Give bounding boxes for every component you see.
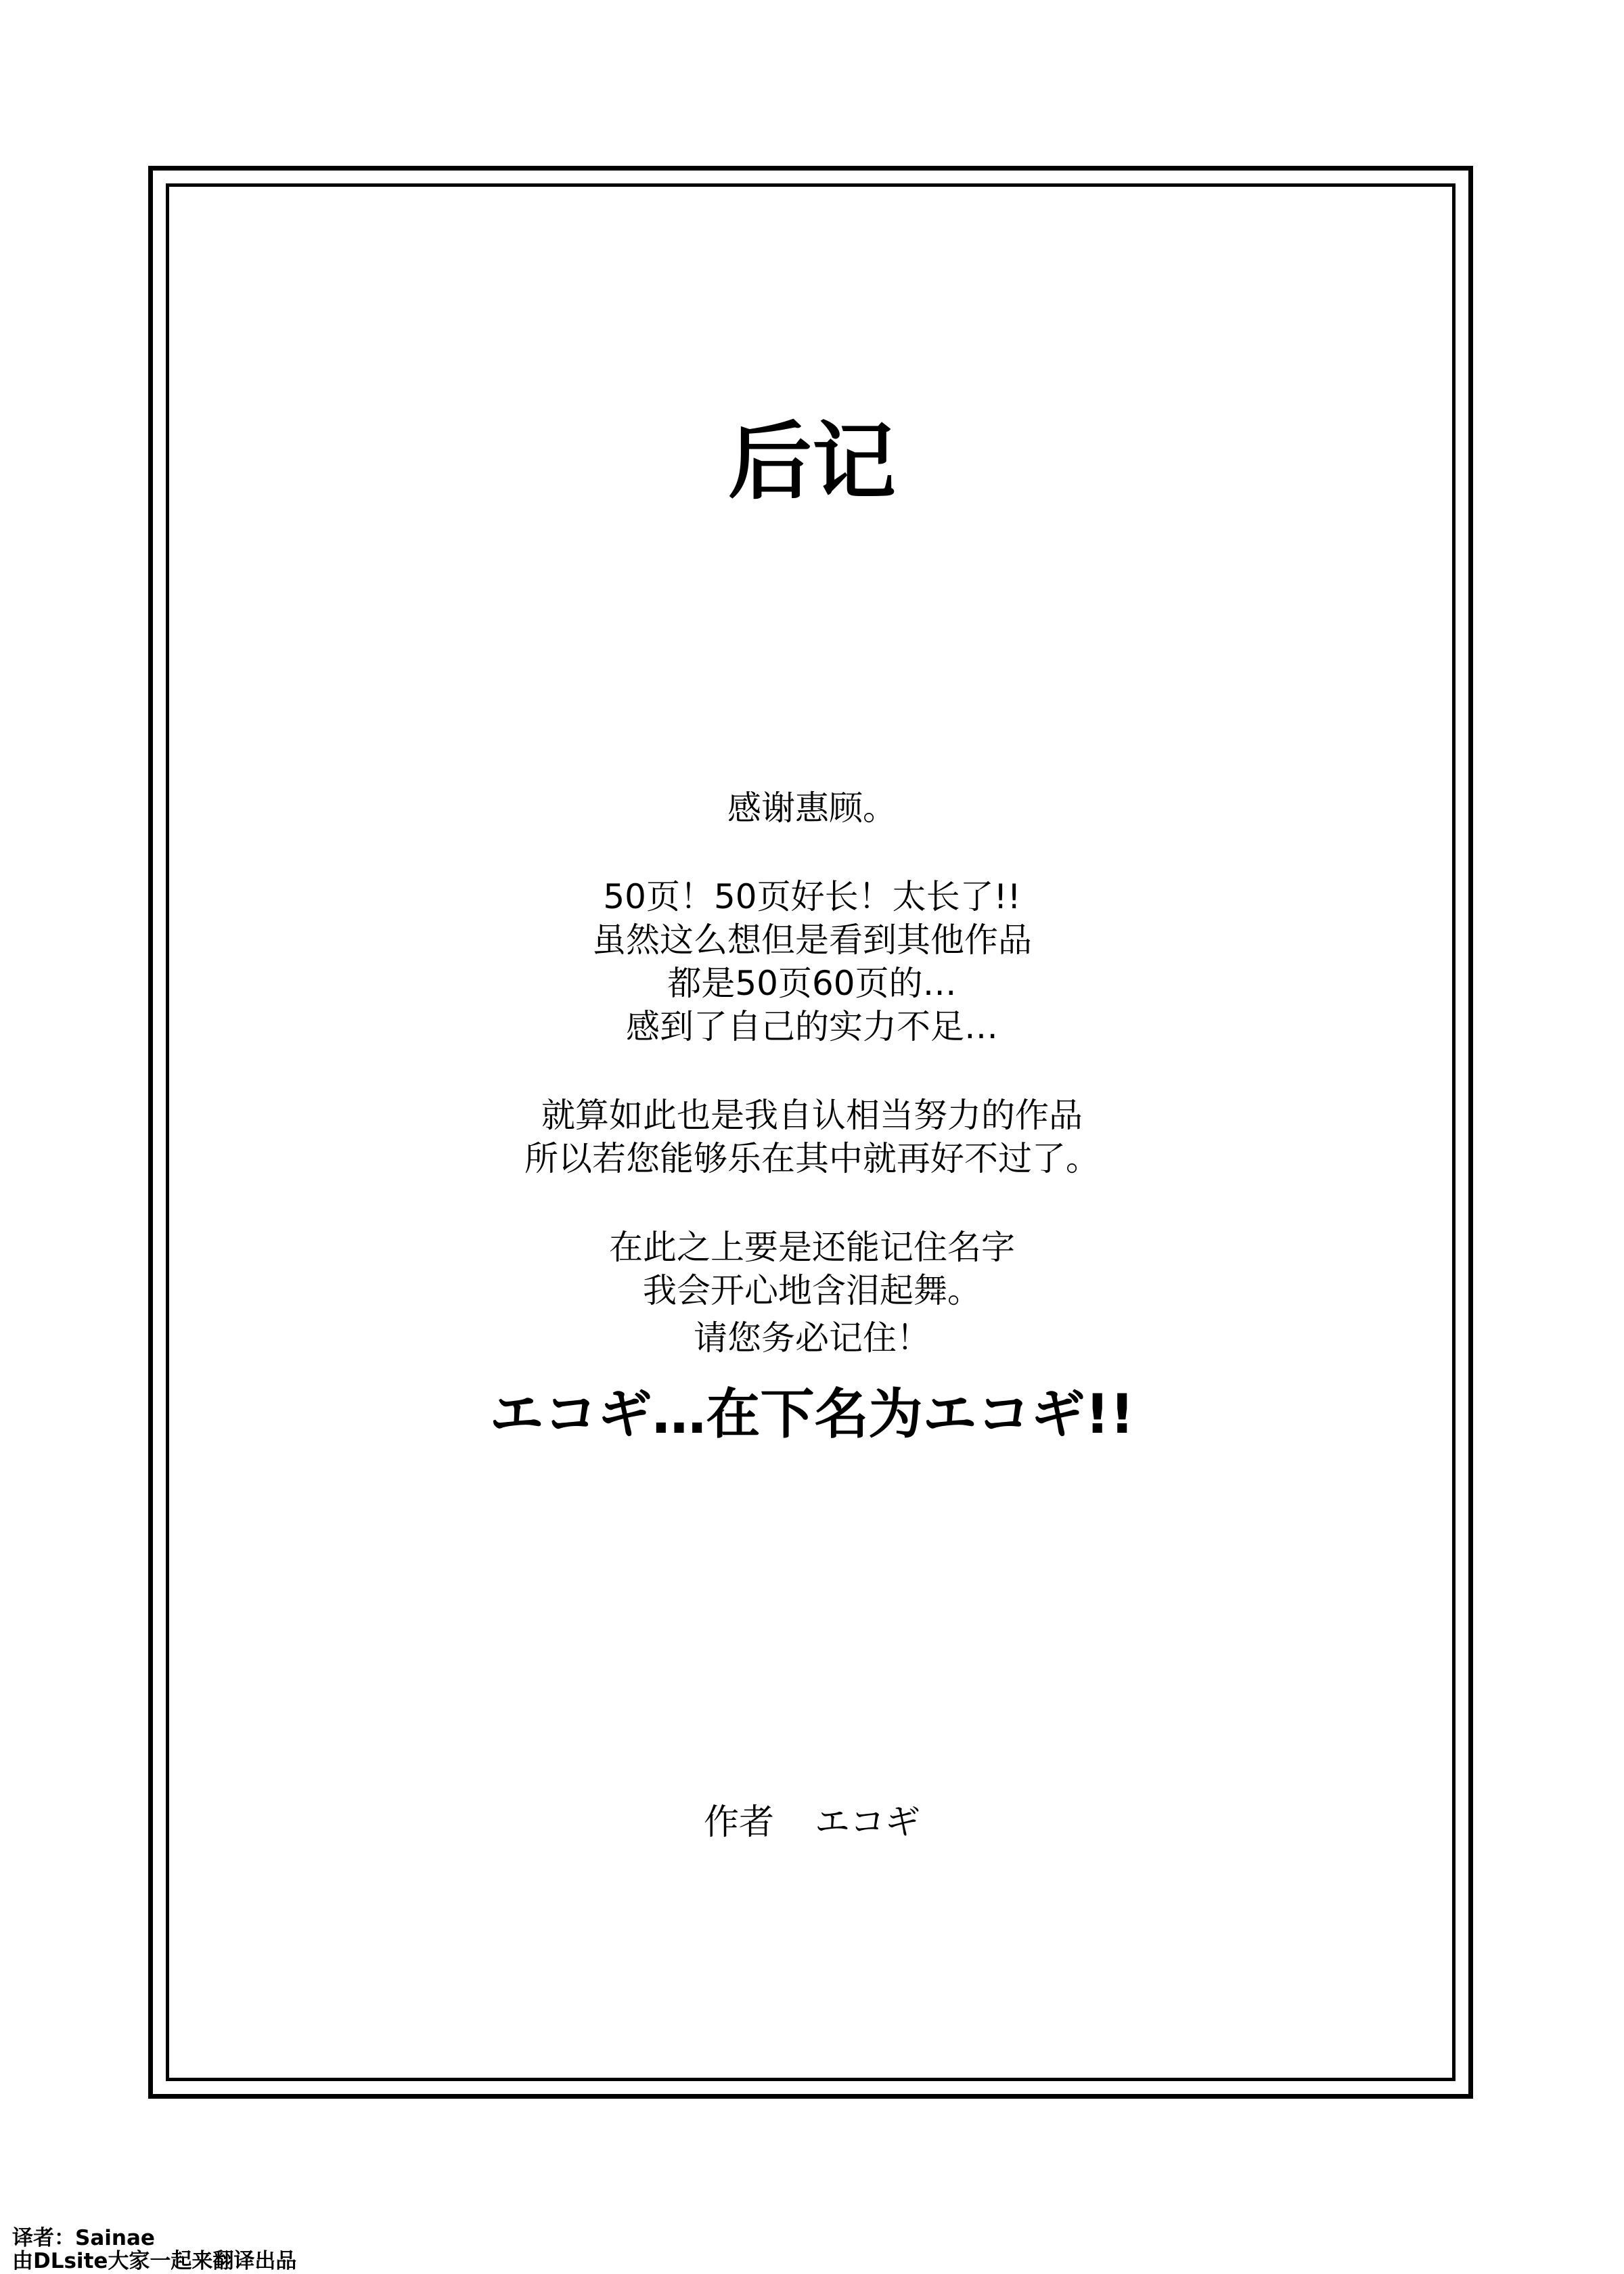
- paragraph-line: 虽然这么想但是看到其他作品: [592, 920, 1032, 960]
- paragraph-line: 所以若您能够乐在其中就再好不过了。: [524, 1139, 1100, 1178]
- page-title: 后记: [727, 414, 896, 511]
- thanks-line: 感谢惠顾。: [727, 788, 897, 828]
- paragraph-line: 50页！50页好长！太长了!!: [603, 877, 1021, 916]
- paragraph-line: 在此之上要是还能记住名字: [609, 1228, 1015, 1267]
- author-signature: [0, 1799, 1624, 1846]
- paragraph-line: 我会开心地含泪起舞。: [643, 1271, 981, 1310]
- author-name: エコギ: [815, 1802, 921, 1843]
- translator-credit: 译者：Sainae: [12, 2226, 155, 2250]
- paragraph-line: 就算如此也是我自认相当努力的作品: [541, 1096, 1083, 1135]
- request-line: 请您务必记住！: [694, 1318, 930, 1358]
- paragraph-line: 感到了自己的实力不足…: [626, 1007, 998, 1046]
- author-label: 作者: [703, 1802, 774, 1843]
- source-credit: 由DLsite大家一起来翻译出品: [12, 2249, 297, 2273]
- emphasis-line: エコギ…在下名为エコギ!!: [489, 1383, 1135, 1446]
- paragraph-line: 都是50页60页的…: [667, 964, 957, 1003]
